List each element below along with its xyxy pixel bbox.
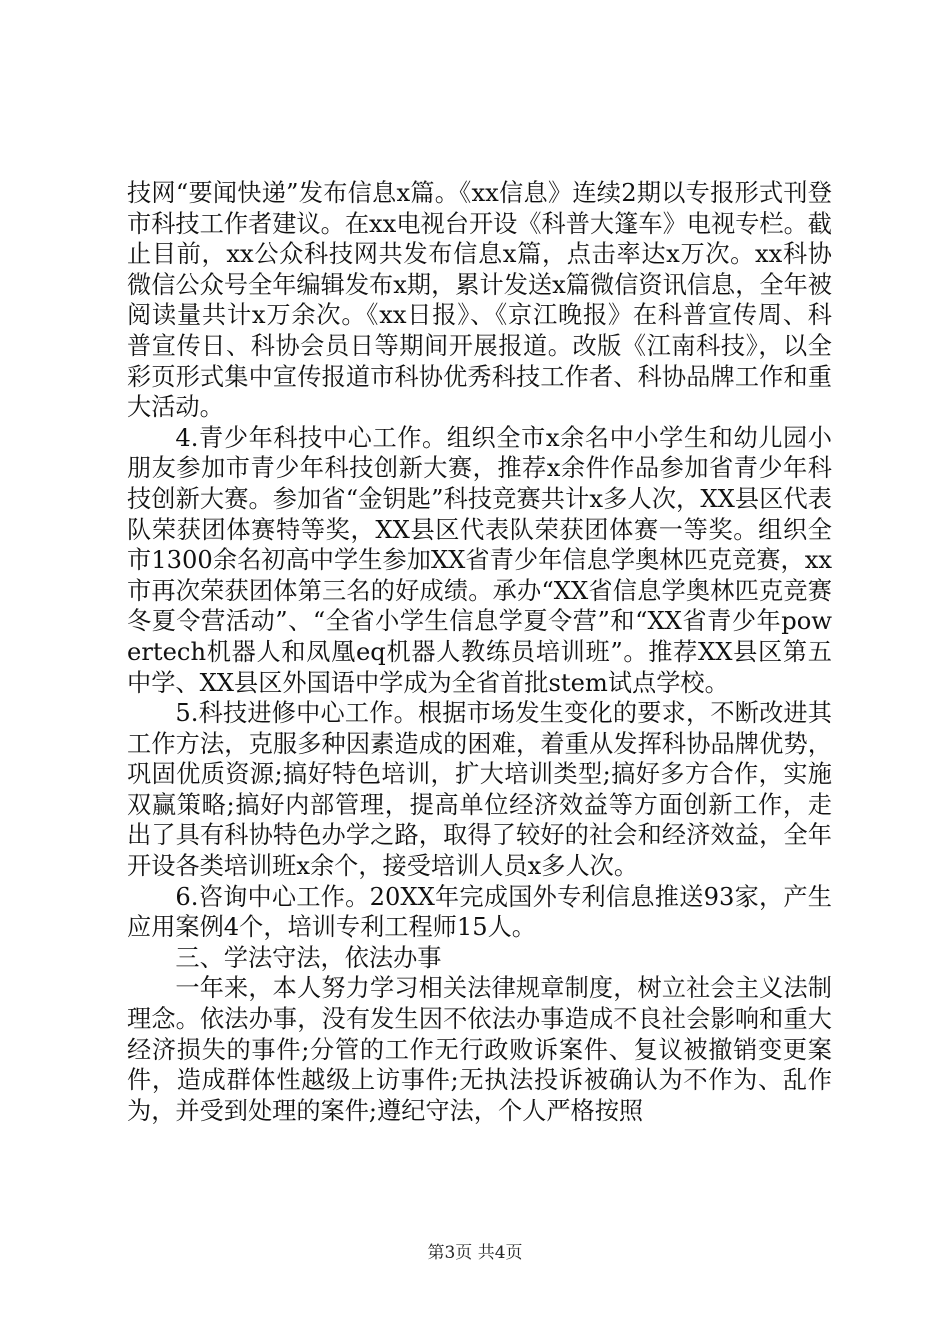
page-number-footer: 第3页 共4页 bbox=[427, 1243, 523, 1263]
paragraph-law-compliance: 一年来，本人努力学习相关法律规章制度，树立社会主义法制理念。依法办事，没有发生因不依法办事造成不良社会影响和重大经济损失的事件;分管的工作无行政败诉案件、复议被撤销变更案件，造成群体性越级上访事件;无执法投诉被确认为不作为、乱作为，并受到处理的案件;遵纪守法，个人严格按照 bbox=[127, 974, 832, 1125]
document-body bbox=[127, 178, 832, 1126]
paragraph-consulting-center: 6.咨询中心工作。20XX年完成国外专利信息推送93家，产生应用案例4个，培训专利工程师15人。 bbox=[127, 882, 832, 942]
section-heading-law: 三、学法守法，依法办事 bbox=[175, 943, 442, 972]
paragraph-intro-continuation: 技网“要闻快递”发布信息x篇。《xx信息》连续2期以专报形式刊登市科技工作者建议。在xx电视台开设《科普大篷车》电视专栏。截止目前，xx公众科技网共发布信息x篇，点击率达x万次。xx科协微信公众号全年编辑发布x期，累计发送x篇微信资讯信息，全年被阅读量共计x万余次。《xx日报》、《京江晚报》在科普宣传周、科普宣传日、科协会员日等期间开展报道。改版《江南科技》，以全彩页形式集中宣传报道市科协优秀科技工作者、科协品牌工作和重大活动。 bbox=[127, 179, 832, 422]
paragraph-tech-training-center: 5.科技进修中心工作。根据市场发生变化的要求，不断改进其工作方法，克服多种因素造成的困难，着重从发挥科协品牌优势，巩固优质资源;搞好特色培训，扩大培训类型;搞好多方合作，实施双赢策略;搞好内部管理，提高单位经济效益等方面创新工作，走出了具有科协特色办学之路，取得了较好的社会和经济效益，全年开设各类培训班x余个，接受培训人员x多人次。 bbox=[127, 699, 832, 881]
paragraph-youth-tech-center: 4.青少年科技中心工作。组织全市x余名中小学生和幼儿园小朋友参加市青少年科技创新大赛，推荐x余件作品参加省青少年科技创新大赛。参加省“金钥匙”科技竞赛共计x多人次，XX县区代表队荣获团体赛特等奖，XX县区代表队荣获团体赛一等奖。组织全市1300余名初高中学生参加XX省青少年信息学奥林匹克竞赛，xx市再次荣获团体第三名的好成绩。承办“XX省信息学奥林匹克竞赛冬夏令营活动”、“全省小学生信息学夏令营”和“XX省青少年powertech机器人和凤凰eq机器人教练员培训班”。推荐XX县区第五中学、XX县区外国语中学成为全省首批stem试点学校。 bbox=[127, 423, 832, 697]
